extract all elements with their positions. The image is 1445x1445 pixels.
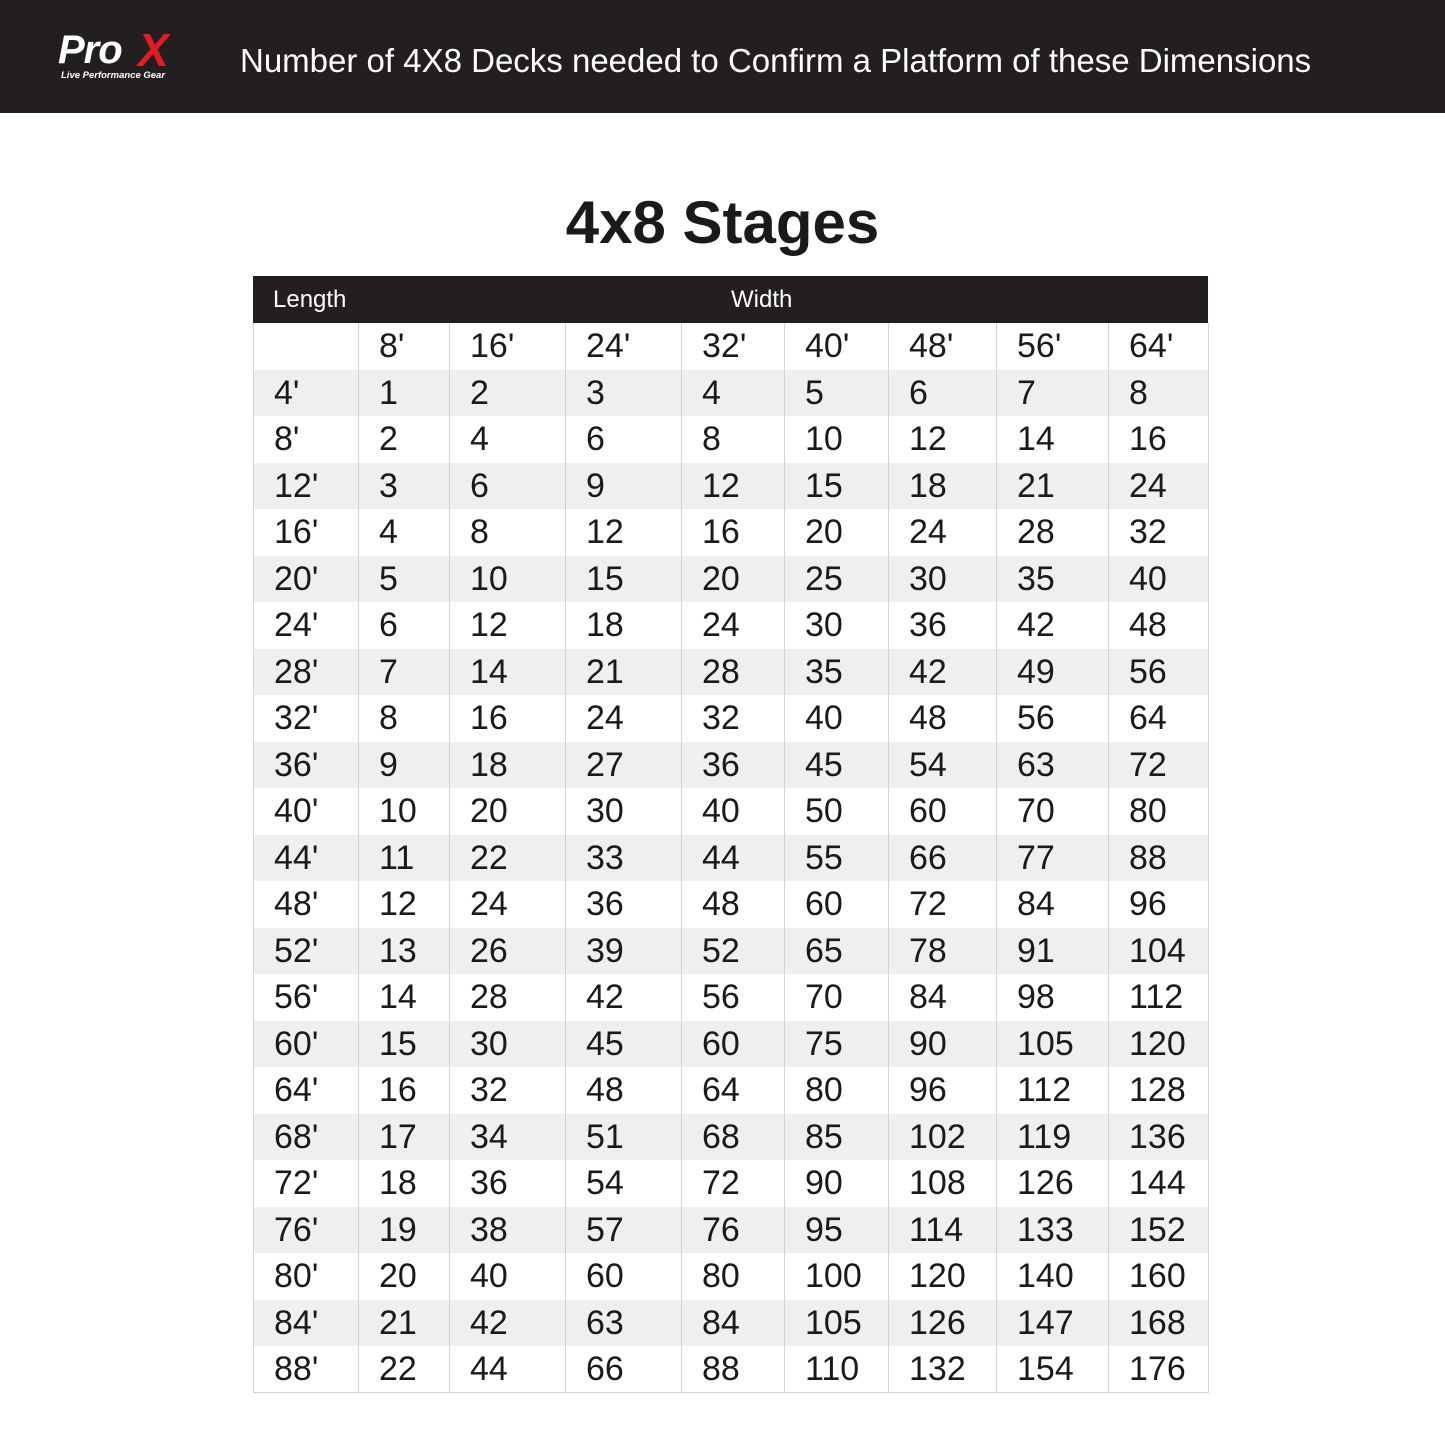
table-row — [254, 695, 1209, 742]
deck-count-cell: 80 — [785, 1067, 889, 1114]
deck-count-cell: 36 — [450, 1160, 566, 1207]
deck-count-cell: 91 — [997, 928, 1109, 975]
deck-count-cell: 104 — [1109, 928, 1209, 975]
length-cell: 44' — [254, 835, 359, 882]
deck-count-cell: 119 — [997, 1114, 1109, 1161]
deck-count-cell: 54 — [889, 742, 997, 789]
deck-count-cell: 126 — [889, 1300, 997, 1347]
length-cell: 36' — [254, 742, 359, 789]
deck-count-cell: 140 — [997, 1253, 1109, 1300]
deck-count-cell: 100 — [785, 1253, 889, 1300]
deck-count-cell: 22 — [450, 835, 566, 882]
deck-count-cell: 57 — [566, 1207, 682, 1254]
deck-count-cell: 12 — [889, 416, 997, 463]
deck-count-cell: 105 — [785, 1300, 889, 1347]
deck-count-cell: 21 — [566, 649, 682, 696]
deck-count-cell: 4 — [359, 509, 450, 556]
deck-count-cell: 28 — [682, 649, 785, 696]
deck-count-cell: 120 — [889, 1253, 997, 1300]
deck-count-cell: 28 — [450, 974, 566, 1021]
deck-count-cell: 176 — [1109, 1346, 1209, 1393]
deck-count-cell: 44 — [450, 1346, 566, 1393]
width-header-cell: 24' — [566, 323, 682, 370]
deck-count-cell: 18 — [566, 602, 682, 649]
width-header-cell: 56' — [997, 323, 1109, 370]
deck-count-cell: 147 — [997, 1300, 1109, 1347]
deck-count-cell: 90 — [889, 1021, 997, 1068]
deck-count-cell: 10 — [785, 416, 889, 463]
deck-count-cell: 95 — [785, 1207, 889, 1254]
table-row — [254, 1253, 1209, 1300]
table-row — [254, 835, 1209, 882]
deck-count-cell: 45 — [566, 1021, 682, 1068]
table-row — [254, 881, 1209, 928]
deck-count-cell: 7 — [359, 649, 450, 696]
deck-count-cell: 32 — [682, 695, 785, 742]
deck-count-cell: 3 — [566, 370, 682, 417]
table-row — [254, 1207, 1209, 1254]
deck-count-cell: 20 — [785, 509, 889, 556]
deck-count-cell: 112 — [997, 1067, 1109, 1114]
deck-count-cell: 32 — [1109, 509, 1209, 556]
deck-count-cell: 80 — [682, 1253, 785, 1300]
deck-count-cell: 14 — [359, 974, 450, 1021]
length-cell: 28' — [254, 649, 359, 696]
table-row — [254, 1067, 1209, 1114]
length-cell: 76' — [254, 1207, 359, 1254]
deck-count-cell: 36 — [682, 742, 785, 789]
deck-count-cell: 13 — [359, 928, 450, 975]
deck-count-cell: 120 — [1109, 1021, 1209, 1068]
table-row — [254, 928, 1209, 975]
deck-count-cell: 20 — [450, 788, 566, 835]
deck-count-cell: 18 — [889, 463, 997, 510]
length-cell: 16' — [254, 509, 359, 556]
length-cell: 80' — [254, 1253, 359, 1300]
table-row — [254, 370, 1209, 417]
deck-count-cell: 35 — [997, 556, 1109, 603]
deck-count-cell: 55 — [785, 835, 889, 882]
length-cell: 84' — [254, 1300, 359, 1347]
deck-count-cell: 8 — [359, 695, 450, 742]
deck-count-cell: 160 — [1109, 1253, 1209, 1300]
deck-count-cell: 65 — [785, 928, 889, 975]
deck-count-cell: 63 — [997, 742, 1109, 789]
table-row — [254, 463, 1209, 510]
deck-count-cell: 12 — [359, 881, 450, 928]
length-cell: 48' — [254, 881, 359, 928]
length-cell: 40' — [254, 788, 359, 835]
deck-count-cell: 15 — [566, 556, 682, 603]
deck-count-cell: 16 — [682, 509, 785, 556]
deck-count-cell: 24 — [1109, 463, 1209, 510]
width-header-cell: 32' — [682, 323, 785, 370]
deck-count-cell: 21 — [997, 463, 1109, 510]
deck-count-cell: 10 — [359, 788, 450, 835]
deck-count-cell: 76 — [682, 1207, 785, 1254]
deck-count-cell: 105 — [997, 1021, 1109, 1068]
corner-cell — [254, 323, 359, 370]
deck-count-cell: 51 — [566, 1114, 682, 1161]
table-row — [254, 649, 1209, 696]
deck-count-cell: 6 — [566, 416, 682, 463]
column-header-row — [254, 323, 1209, 370]
deck-count-cell: 66 — [889, 835, 997, 882]
deck-count-cell: 144 — [1109, 1160, 1209, 1207]
deck-count-cell: 70 — [785, 974, 889, 1021]
deck-count-cell: 24 — [450, 881, 566, 928]
deck-count-cell: 60 — [785, 881, 889, 928]
length-cell: 24' — [254, 602, 359, 649]
width-header-cell: 16' — [450, 323, 566, 370]
deck-count-cell: 60 — [889, 788, 997, 835]
deck-count-cell: 12 — [566, 509, 682, 556]
deck-count-cell: 16 — [359, 1067, 450, 1114]
deck-count-cell: 60 — [566, 1253, 682, 1300]
deck-count-cell: 40 — [785, 695, 889, 742]
deck-count-cell: 30 — [889, 556, 997, 603]
deck-count-cell: 36 — [566, 881, 682, 928]
width-label: Width — [731, 286, 793, 313]
table-row — [254, 1300, 1209, 1347]
deck-count-cell: 17 — [359, 1114, 450, 1161]
deck-count-cell: 33 — [566, 835, 682, 882]
deck-count-cell: 35 — [785, 649, 889, 696]
deck-count-cell: 25 — [785, 556, 889, 603]
width-header-cell: 40' — [785, 323, 889, 370]
deck-count-cell: 8 — [450, 509, 566, 556]
width-header-cell: 48' — [889, 323, 997, 370]
deck-count-cell: 80 — [1109, 788, 1209, 835]
deck-count-cell: 45 — [785, 742, 889, 789]
deck-count-cell: 98 — [997, 974, 1109, 1021]
deck-count-cell: 8 — [1109, 370, 1209, 417]
page-title: 4x8 Stages — [565, 189, 880, 256]
deck-count-cell: 28 — [997, 509, 1109, 556]
deck-count-cell: 168 — [1109, 1300, 1209, 1347]
deck-count-cell: 14 — [450, 649, 566, 696]
deck-count-cell: 5 — [359, 556, 450, 603]
deck-count-cell: 7 — [997, 370, 1109, 417]
deck-count-cell: 6 — [450, 463, 566, 510]
deck-count-cell: 96 — [889, 1067, 997, 1114]
deck-count-cell: 27 — [566, 742, 682, 789]
deck-count-cell: 75 — [785, 1021, 889, 1068]
logo-wordmark: Pro — [58, 28, 122, 72]
deck-count-cell: 112 — [1109, 974, 1209, 1021]
length-cell: 68' — [254, 1114, 359, 1161]
deck-count-cell: 1 — [359, 370, 450, 417]
deck-count-cell: 42 — [566, 974, 682, 1021]
deck-count-cell: 54 — [566, 1160, 682, 1207]
deck-count-cell: 110 — [785, 1346, 889, 1393]
deck-count-cell: 5 — [785, 370, 889, 417]
deck-count-cell: 20 — [682, 556, 785, 603]
deck-count-cell: 126 — [997, 1160, 1109, 1207]
deck-count-cell: 34 — [450, 1114, 566, 1161]
deck-count-cell: 6 — [889, 370, 997, 417]
deck-count-cell: 136 — [1109, 1114, 1209, 1161]
deck-count-cell: 38 — [450, 1207, 566, 1254]
deck-count-cell: 42 — [450, 1300, 566, 1347]
deck-count-cell: 40 — [682, 788, 785, 835]
table-row — [254, 416, 1209, 463]
length-cell: 52' — [254, 928, 359, 975]
deck-count-cell: 102 — [889, 1114, 997, 1161]
deck-count-cell: 72 — [682, 1160, 785, 1207]
deck-count-cell: 40 — [450, 1253, 566, 1300]
deck-count-cell: 42 — [997, 602, 1109, 649]
deck-grid — [253, 323, 1209, 1393]
deck-count-cell: 44 — [682, 835, 785, 882]
table-row — [254, 1160, 1209, 1207]
deck-count-cell: 3 — [359, 463, 450, 510]
deck-count-cell: 9 — [566, 463, 682, 510]
deck-count-cell: 14 — [997, 416, 1109, 463]
deck-count-cell: 56 — [682, 974, 785, 1021]
deck-count-cell: 84 — [997, 881, 1109, 928]
deck-count-cell: 108 — [889, 1160, 997, 1207]
deck-count-cell: 24 — [566, 695, 682, 742]
deck-count-cell: 56 — [1109, 649, 1209, 696]
deck-count-cell: 12 — [682, 463, 785, 510]
deck-count-cell: 22 — [359, 1346, 450, 1393]
deck-count-cell: 40 — [1109, 556, 1209, 603]
deck-count-cell: 26 — [450, 928, 566, 975]
deck-count-cell: 154 — [997, 1346, 1109, 1393]
table-row — [254, 556, 1209, 603]
deck-count-cell: 11 — [359, 835, 450, 882]
deck-count-cell: 2 — [450, 370, 566, 417]
length-cell: 20' — [254, 556, 359, 603]
prox-logo — [58, 24, 198, 86]
deck-count-cell: 68 — [682, 1114, 785, 1161]
deck-count-cell: 18 — [450, 742, 566, 789]
deck-count-cell: 72 — [889, 881, 997, 928]
width-header-cell: 64' — [1109, 323, 1209, 370]
length-cell: 12' — [254, 463, 359, 510]
top-banner — [0, 0, 1445, 113]
length-cell: 72' — [254, 1160, 359, 1207]
logo-x-mark: X — [138, 24, 169, 76]
table-row — [254, 742, 1209, 789]
deck-count-cell: 8 — [682, 416, 785, 463]
table-row — [254, 1114, 1209, 1161]
deck-count-cell: 24 — [889, 509, 997, 556]
deck-count-cell: 42 — [889, 649, 997, 696]
deck-count-cell: 70 — [997, 788, 1109, 835]
deck-count-cell: 60 — [682, 1021, 785, 1068]
deck-count-table — [253, 276, 1208, 1393]
length-cell: 8' — [254, 416, 359, 463]
length-cell: 60' — [254, 1021, 359, 1068]
deck-count-cell: 30 — [566, 788, 682, 835]
deck-count-cell: 32 — [450, 1067, 566, 1114]
deck-count-cell: 16 — [450, 695, 566, 742]
deck-count-cell: 84 — [889, 974, 997, 1021]
deck-count-cell: 30 — [450, 1021, 566, 1068]
deck-count-cell: 24 — [682, 602, 785, 649]
deck-count-cell: 132 — [889, 1346, 997, 1393]
deck-count-cell: 12 — [450, 602, 566, 649]
length-cell: 4' — [254, 370, 359, 417]
deck-count-cell: 88 — [1109, 835, 1209, 882]
deck-count-cell: 36 — [889, 602, 997, 649]
deck-count-cell: 88 — [682, 1346, 785, 1393]
deck-count-cell: 48 — [682, 881, 785, 928]
length-label: Length — [273, 286, 347, 313]
table-row — [254, 788, 1209, 835]
deck-count-cell: 66 — [566, 1346, 682, 1393]
deck-count-cell: 56 — [997, 695, 1109, 742]
logo-tagline: Live Performance Gear — [61, 70, 166, 81]
deck-count-cell: 30 — [785, 602, 889, 649]
deck-count-cell: 85 — [785, 1114, 889, 1161]
deck-count-cell: 90 — [785, 1160, 889, 1207]
deck-count-cell: 72 — [1109, 742, 1209, 789]
deck-count-cell: 9 — [359, 742, 450, 789]
deck-count-cell: 50 — [785, 788, 889, 835]
table-row — [254, 602, 1209, 649]
length-cell: 56' — [254, 974, 359, 1021]
deck-count-cell: 48 — [889, 695, 997, 742]
length-cell: 32' — [254, 695, 359, 742]
deck-count-cell: 64 — [1109, 695, 1209, 742]
deck-count-cell: 49 — [997, 649, 1109, 696]
length-cell: 88' — [254, 1346, 359, 1393]
table-row — [254, 509, 1209, 556]
deck-count-cell: 19 — [359, 1207, 450, 1254]
deck-count-cell: 18 — [359, 1160, 450, 1207]
deck-count-cell: 133 — [997, 1207, 1109, 1254]
table-row — [254, 1021, 1209, 1068]
banner-headline: Number of 4X8 Decks needed to Confirm a Platform of these Dimensions — [240, 42, 1312, 79]
table-row — [254, 974, 1209, 1021]
deck-count-cell: 6 — [359, 602, 450, 649]
width-header-cell: 8' — [359, 323, 450, 370]
deck-count-cell: 10 — [450, 556, 566, 603]
deck-count-cell: 152 — [1109, 1207, 1209, 1254]
deck-count-cell: 114 — [889, 1207, 997, 1254]
deck-count-cell: 20 — [359, 1253, 450, 1300]
deck-count-cell: 16 — [1109, 416, 1209, 463]
table-header-bar — [253, 276, 1208, 323]
deck-count-cell: 48 — [566, 1067, 682, 1114]
table-row — [254, 1346, 1209, 1393]
deck-count-cell: 96 — [1109, 881, 1209, 928]
deck-count-cell: 15 — [359, 1021, 450, 1068]
deck-count-cell: 78 — [889, 928, 997, 975]
deck-count-cell: 63 — [566, 1300, 682, 1347]
deck-count-cell: 48 — [1109, 602, 1209, 649]
deck-count-cell: 2 — [359, 416, 450, 463]
deck-count-cell: 52 — [682, 928, 785, 975]
length-cell: 64' — [254, 1067, 359, 1114]
deck-count-cell: 15 — [785, 463, 889, 510]
deck-count-cell: 21 — [359, 1300, 450, 1347]
deck-count-cell: 77 — [997, 835, 1109, 882]
deck-count-cell: 64 — [682, 1067, 785, 1114]
deck-count-cell: 39 — [566, 928, 682, 975]
deck-count-cell: 128 — [1109, 1067, 1209, 1114]
deck-count-cell: 84 — [682, 1300, 785, 1347]
deck-count-cell: 4 — [682, 370, 785, 417]
deck-count-cell: 4 — [450, 416, 566, 463]
